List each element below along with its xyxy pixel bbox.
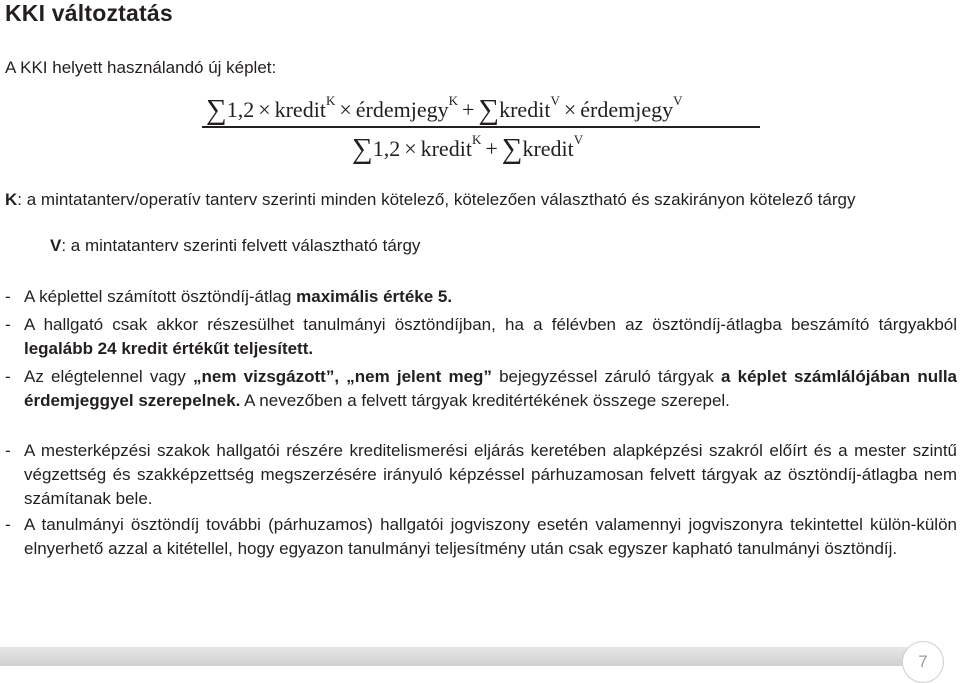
times-operator: ×	[258, 97, 271, 122]
definition-label-v: V	[50, 236, 62, 255]
definition-text-k: : a mintatanterv/operatív tanterv szerinti minden kötelező, kötelezően választható és szakirányon kötelező tárgy	[17, 190, 856, 209]
credit-term: kredit	[522, 136, 574, 161]
credit-term: kredit	[420, 136, 472, 161]
times-operator: ×	[339, 97, 352, 122]
credit-term: kredit	[499, 97, 551, 122]
definition-k	[5, 189, 955, 210]
kki-formula	[200, 92, 760, 172]
item-text-bold: legalább 24 kredit értékűt teljesített.	[24, 339, 314, 358]
superscript-v: V	[673, 93, 683, 108]
superscript-k: K	[325, 93, 336, 108]
bullet-dash: -	[5, 515, 11, 534]
definition-text-v: : a mintatanterv szerinti felvett választható tárgy	[61, 236, 421, 255]
grade-term: érdemjegy	[355, 97, 449, 122]
bullet-dash: -	[5, 367, 11, 386]
credit-term: kredit	[274, 97, 326, 122]
list-item	[5, 313, 957, 361]
times-operator: ×	[563, 97, 577, 122]
plus-operator: +	[462, 97, 475, 122]
item-text: A nevezőben a felvett tárgyak kreditértékének összege szerepel.	[240, 391, 730, 410]
page-title: KKI változtatás	[5, 0, 173, 26]
grade-term: érdemjegy	[580, 97, 674, 122]
item-text: A hallgató csak akkor részesülhet tanulmányi ösztöndíjban, ha a félévben az ösztöndíj-átlagba beszámító tárgyakból	[24, 315, 957, 334]
formula-numerator	[206, 92, 683, 125]
intro-text: A KKI helyett használandó új képlet:	[5, 58, 277, 77]
list-item	[5, 285, 957, 309]
bullet-dash: -	[5, 441, 11, 460]
definition-label-k: K	[5, 190, 18, 209]
fraction-bar	[202, 126, 760, 128]
coefficient: 1,2	[226, 97, 255, 122]
formula-denominator	[352, 131, 583, 164]
definition-v	[50, 235, 940, 256]
sum-symbol: ∑	[501, 133, 523, 165]
item-text: A tanulmányi ösztöndíj további (párhuzamos) hallgatói jogviszony esetén valamennyi jogviszonyra tekintettel külön-külön elnyerhető azzal a kitétellel, hogy egyazon tanulmányi teljesítmény után csak egyszer kapható tanulmányi ösztöndíj.	[24, 515, 957, 558]
item-text: A képlettel számított ösztöndíj-átlag	[24, 287, 297, 306]
item-text-bold: a képlet számlálójában nulla érdemjeggyel szerepelnek.	[24, 367, 958, 410]
list-item	[5, 439, 957, 511]
sum-symbol: ∑	[352, 133, 373, 165]
list-item	[5, 513, 957, 561]
item-text-bold: maximális értéke 5.	[296, 287, 453, 306]
plus-operator: +	[485, 136, 498, 161]
item-text: Az elégtelennel vagy	[24, 367, 193, 386]
bullet-dash: -	[5, 315, 11, 334]
page-number: 7	[902, 641, 944, 683]
bullet-dash: -	[5, 287, 11, 306]
item-text: bejegyzéssel záruló tárgyak	[491, 367, 721, 386]
superscript-k: K	[448, 93, 458, 108]
superscript-k: K	[471, 132, 482, 147]
times-operator: ×	[404, 136, 417, 161]
superscript-v: V	[573, 132, 584, 147]
list-item	[5, 365, 957, 413]
superscript-v: V	[550, 93, 560, 108]
item-text: A mesterképzési szakok hallgatói részére kreditelismerési eljárás keretében alapképzési szakról előírt és a mester szintű végzettség és szakképzettség megszerzésére irányuló képzéssel párhuzamosan felvett tárgyak az ösztöndíj-átlagba nem számítanak bele.	[24, 441, 957, 508]
coefficient: 1,2	[372, 136, 401, 161]
footer-bar	[0, 647, 918, 666]
sum-symbol: ∑	[478, 94, 500, 126]
item-text-bold: „nem vizsgázott”, „nem jelent meg”	[193, 367, 492, 386]
sum-symbol: ∑	[206, 94, 227, 126]
